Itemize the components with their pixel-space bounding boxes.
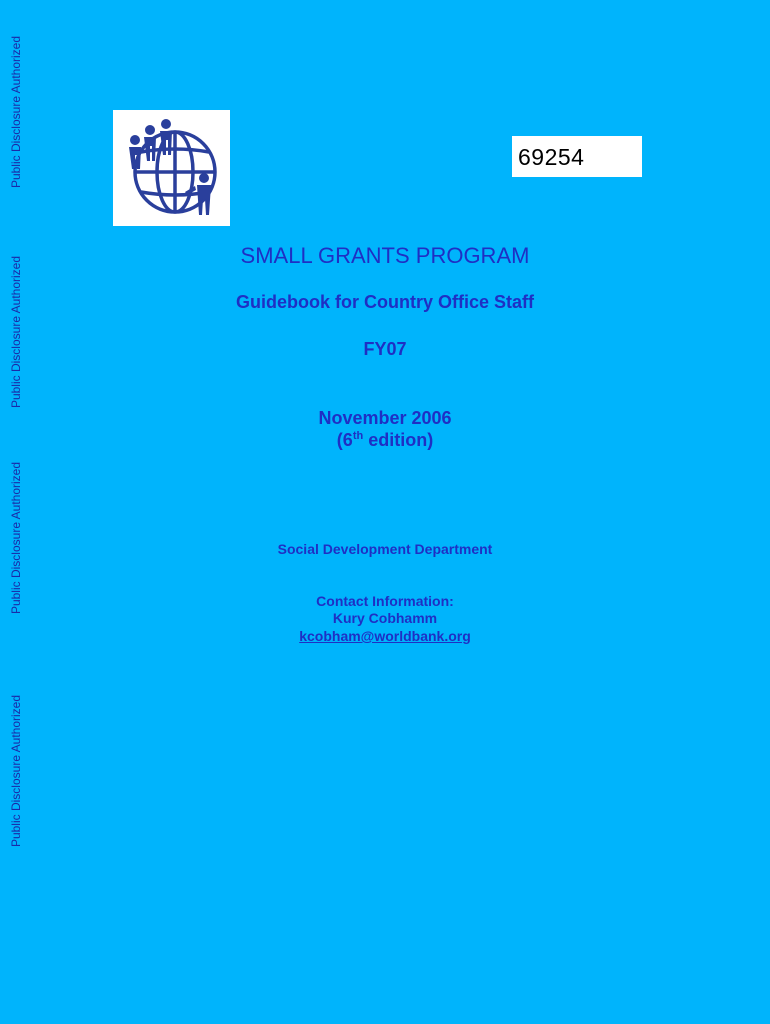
publication-date: November 2006 <box>318 408 452 428</box>
edition-superscript: th <box>352 430 364 442</box>
contact-email <box>0 628 770 644</box>
disclosure-stamp: Public Disclosure Authorized <box>9 461 23 615</box>
disclosure-stamp: Public Disclosure Authorized <box>9 694 23 848</box>
disclosure-stamp: Public Disclosure Authorized <box>9 35 23 189</box>
page-subtitle: Guidebook for Country Office Staff <box>235 292 534 312</box>
edition-line <box>0 430 770 451</box>
page-title: SMALL GRANTS PROGRAM <box>240 243 530 268</box>
edition-rest: edition) <box>363 430 434 450</box>
contact-name: Kury Cobhamm <box>332 610 438 626</box>
document-number: 69254 <box>512 136 642 177</box>
department-name: Social Development Department <box>277 541 493 557</box>
program-logo <box>113 110 230 226</box>
globe-people-icon <box>113 110 230 226</box>
contact-label: Contact Information: <box>316 593 454 609</box>
fiscal-year: FY07 <box>363 339 407 359</box>
disclosure-stamp: Public Disclosure Authorized <box>9 255 23 409</box>
contact-email-link[interactable]: kcobham@worldbank.org <box>299 628 471 644</box>
edition-open: (6 <box>336 430 353 450</box>
